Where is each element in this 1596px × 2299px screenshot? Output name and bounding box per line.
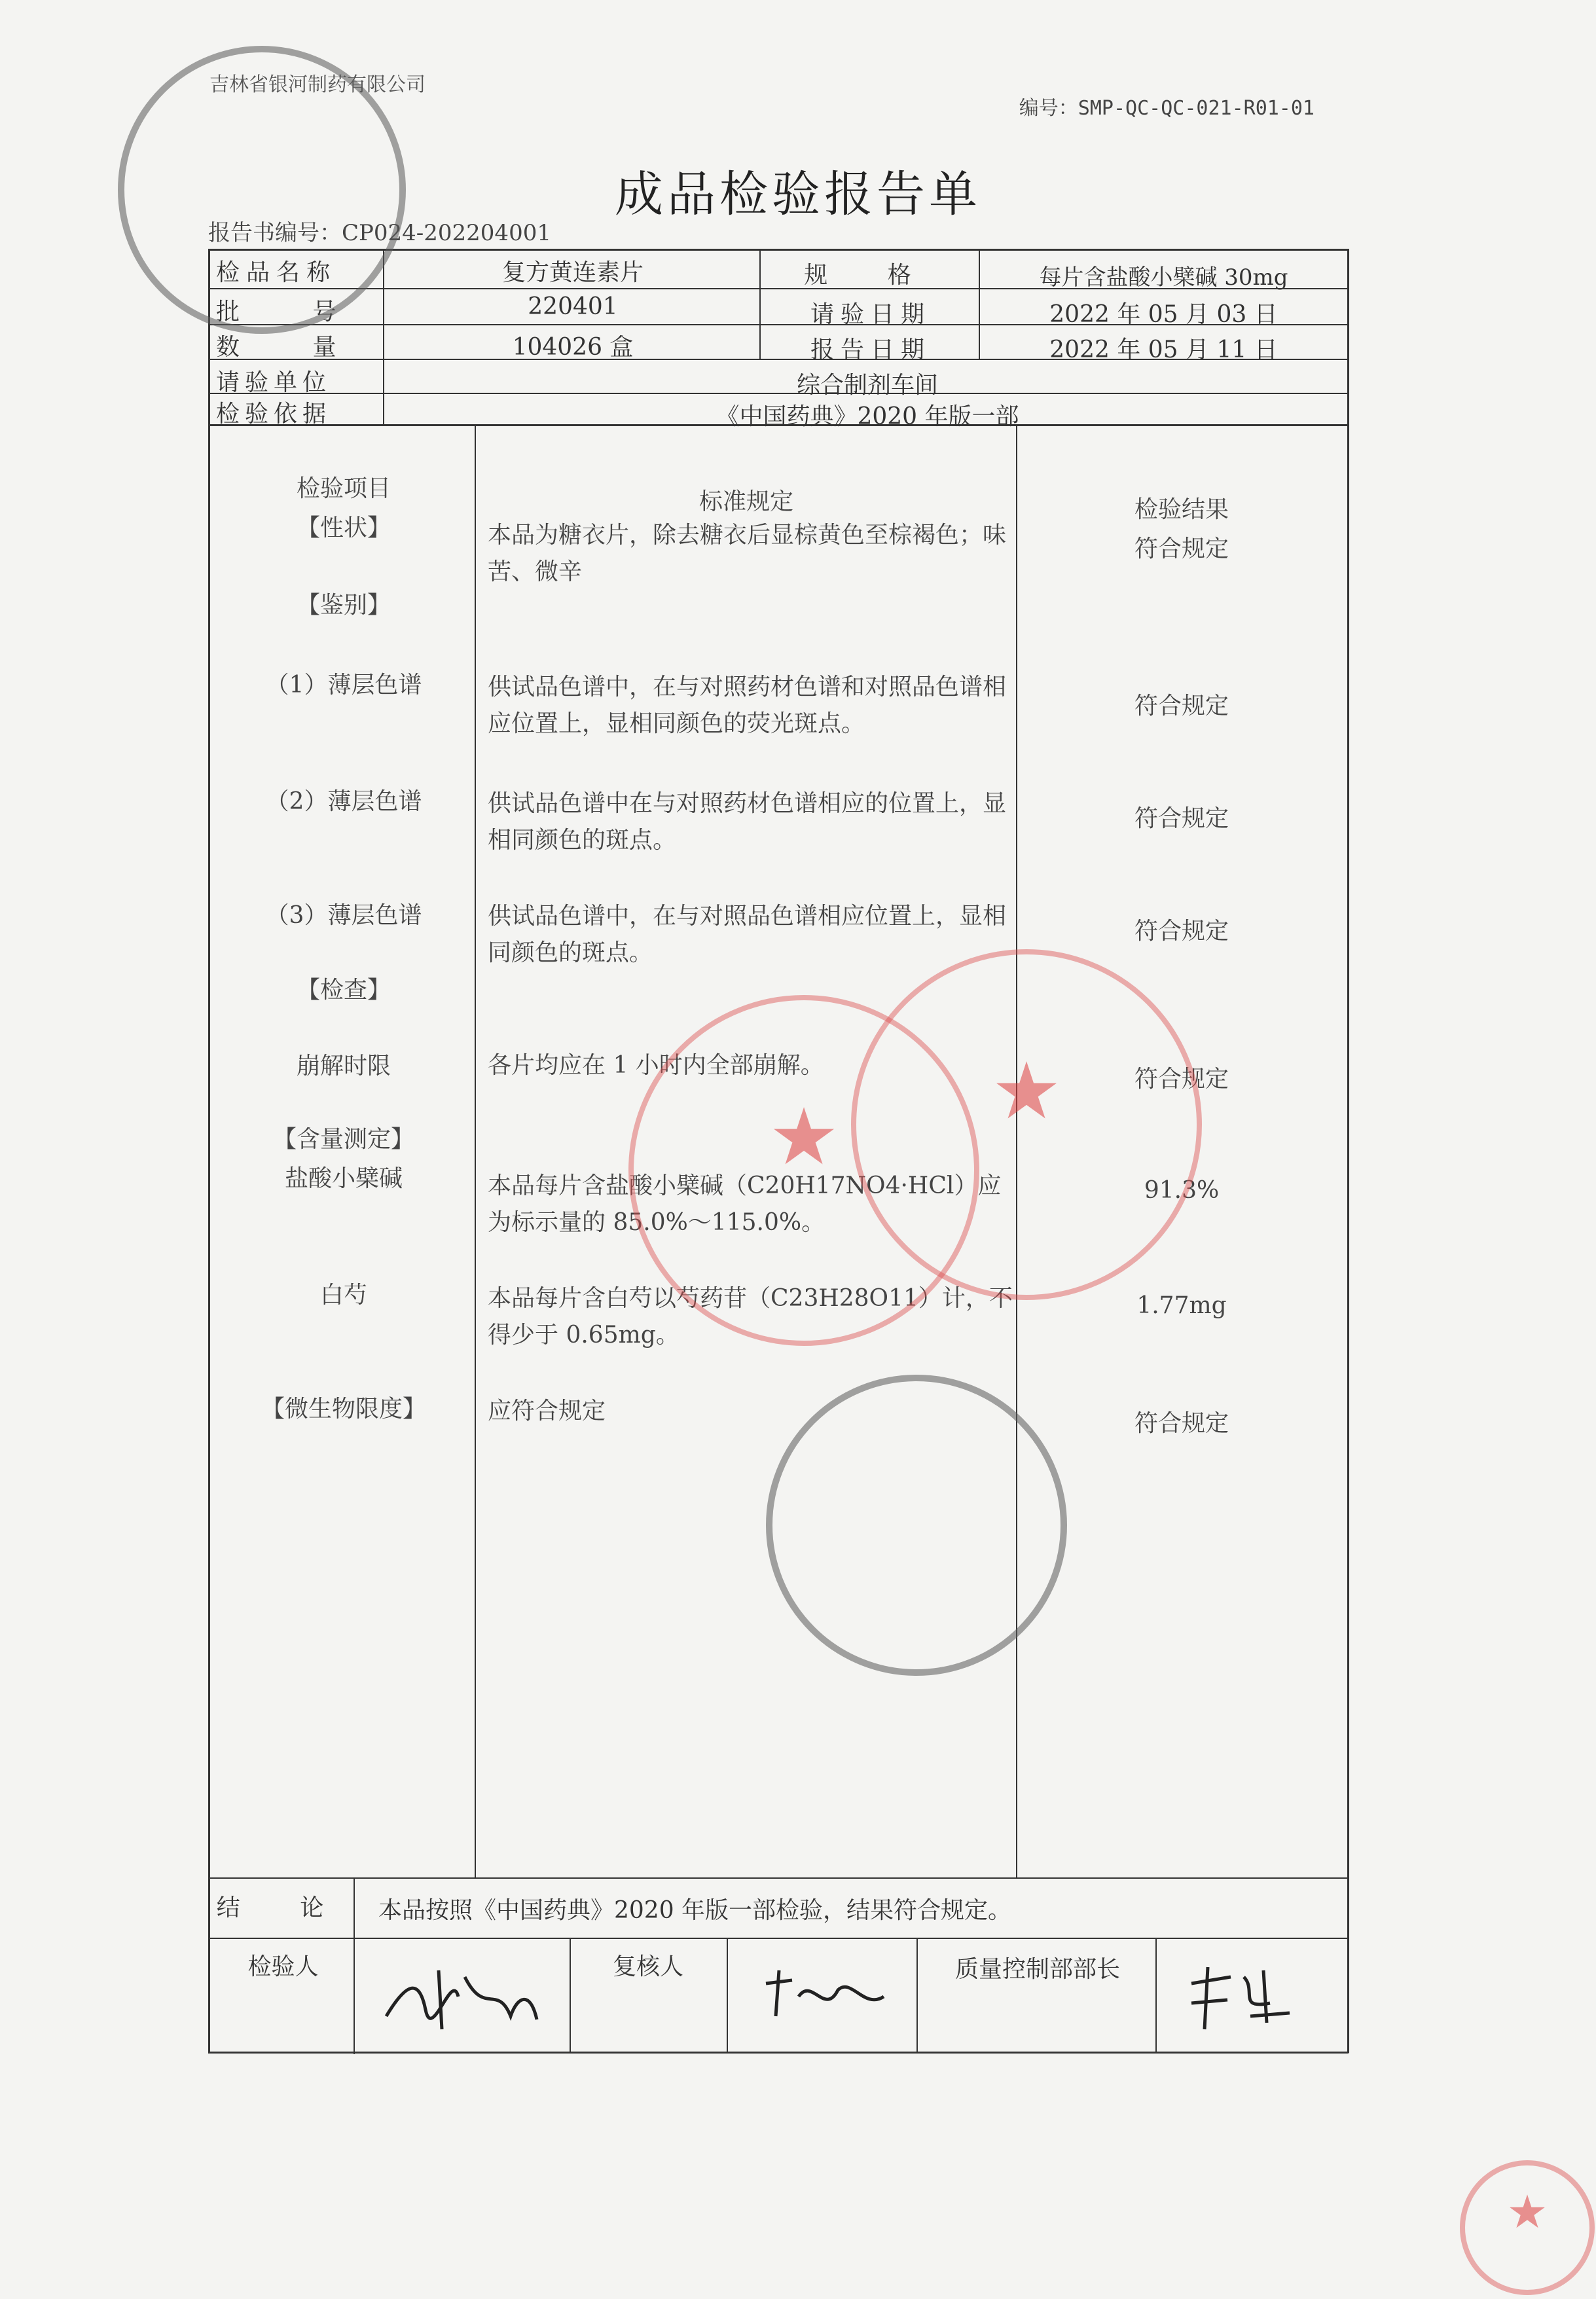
reviewer-label: 复核人 (612, 1953, 683, 1980)
item-label: 崩解时限 (296, 1053, 391, 1079)
spec-value: 每片含盐酸小檗碱 30mg (1039, 264, 1288, 291)
item-label: 白芍 (319, 1282, 367, 1309)
standard-text: 供试品色谱中在与对照药材色谱相应的位置上，显相同颜色的斑点。 (488, 790, 1007, 854)
stamp-top-left (118, 46, 406, 334)
document-number: 编号：SMP-QC-QC-021-R01-01 (1019, 97, 1315, 120)
standard-text: 本品每片含盐酸小檗碱（C20H17NO4·HCl）应为标示量的 85.0%～115.0%。 (488, 1172, 1002, 1236)
result-value: 符合规定 (1134, 693, 1229, 719)
result-value: 符合规定 (1134, 535, 1229, 562)
item-label: （3）薄层色谱 (265, 902, 422, 929)
item-label: 【检查】 (296, 977, 391, 1004)
item-label: （2）薄层色谱 (265, 788, 422, 815)
column-header-item: 检验项目 (296, 475, 391, 502)
star-icon: ★ (1506, 2185, 1548, 2239)
stamp-bottom-right (1460, 2160, 1595, 2295)
inspector-label: 检验人 (247, 1953, 319, 1980)
conclusion-label: 结 论 (216, 1894, 350, 1921)
product-name-label: 检品名称 (216, 259, 337, 286)
batch-label: 批 号 (216, 299, 369, 325)
standard-text: 供试品色谱中，在与对照药材色谱和对照品色谱相应位置上，显相同颜色的荧光斑点。 (488, 674, 1007, 737)
requesting-unit-value: 综合制剂车间 (796, 372, 938, 399)
basis-value: 《中国药典》2020 年版一部 (716, 403, 1019, 430)
item-label: （1）薄层色谱 (265, 672, 422, 698)
page-title: 成品检验报告单 (615, 166, 981, 223)
conclusion-text: 本品按照《中国药典》2020 年版一部检验，结果符合规定。 (378, 1897, 1012, 1924)
inspector-signature (380, 1957, 543, 2036)
product-name-value: 复方黄连素片 (501, 259, 644, 286)
item-label: 【鉴别】 (296, 592, 391, 619)
stamp-gray-center (766, 1375, 1067, 1676)
column-header-result: 检验结果 (1134, 496, 1229, 523)
company-name: 吉林省银河制药有限公司 (209, 73, 426, 96)
report-date-label: 报告日期 (810, 336, 931, 363)
result-value: 符合规定 (1134, 1410, 1229, 1437)
standard-text: 本品为糖衣片，除去糖衣后显棕黄色至棕褐色；味苦、微辛 (488, 522, 1007, 585)
standard-text: 各片均应在 1 小时内全部崩解。 (488, 1052, 824, 1079)
report-date-value: 2022 年 05 月 11 日 (1049, 336, 1278, 363)
requesting-unit-label: 请验单位 (216, 369, 332, 396)
result-value: 1.77mg (1136, 1292, 1227, 1319)
reviewer-signature (753, 1957, 897, 2029)
qc-head-signature (1178, 1957, 1309, 2036)
stamp-red-right (851, 949, 1202, 1300)
spec-label: 规 格 (804, 262, 937, 289)
report-number: 报告书编号：CP024-202204001 (208, 220, 551, 246)
standard-text: 应符合规定 (488, 1398, 606, 1424)
item-label: 盐酸小檗碱 (284, 1165, 403, 1192)
basis-label: 检验依据 (216, 401, 332, 427)
quantity-label: 数 量 (216, 334, 369, 361)
quantity-value: 104026 盒 (512, 334, 634, 361)
star-icon: ★ (991, 1046, 1062, 1137)
result-value: 91.3% (1144, 1177, 1220, 1204)
request-date-label: 请验日期 (810, 301, 931, 328)
column-header-standard: 标准规定 (698, 488, 793, 515)
result-value: 符合规定 (1134, 1066, 1229, 1093)
item-label: 【含量测定】 (272, 1126, 414, 1153)
result-value: 符合规定 (1134, 918, 1229, 945)
standard-text: 本品每片含白芍以芍药苷（C23H28O11）计，不得少于 0.65mg。 (488, 1285, 1013, 1349)
result-value: 符合规定 (1134, 805, 1229, 832)
standard-text: 供试品色谱中，在与对照品色谱相应位置上，显相同颜色的斑点。 (488, 903, 1007, 966)
batch-value: 220401 (528, 293, 618, 320)
request-date-value: 2022 年 05 月 03 日 (1049, 301, 1278, 328)
star-icon: ★ (769, 1092, 839, 1183)
item-label: 【性状】 (296, 515, 391, 541)
item-label: 【微生物限度】 (261, 1396, 426, 1422)
qc-head-label: 质量控制部部长 (954, 1956, 1120, 1983)
